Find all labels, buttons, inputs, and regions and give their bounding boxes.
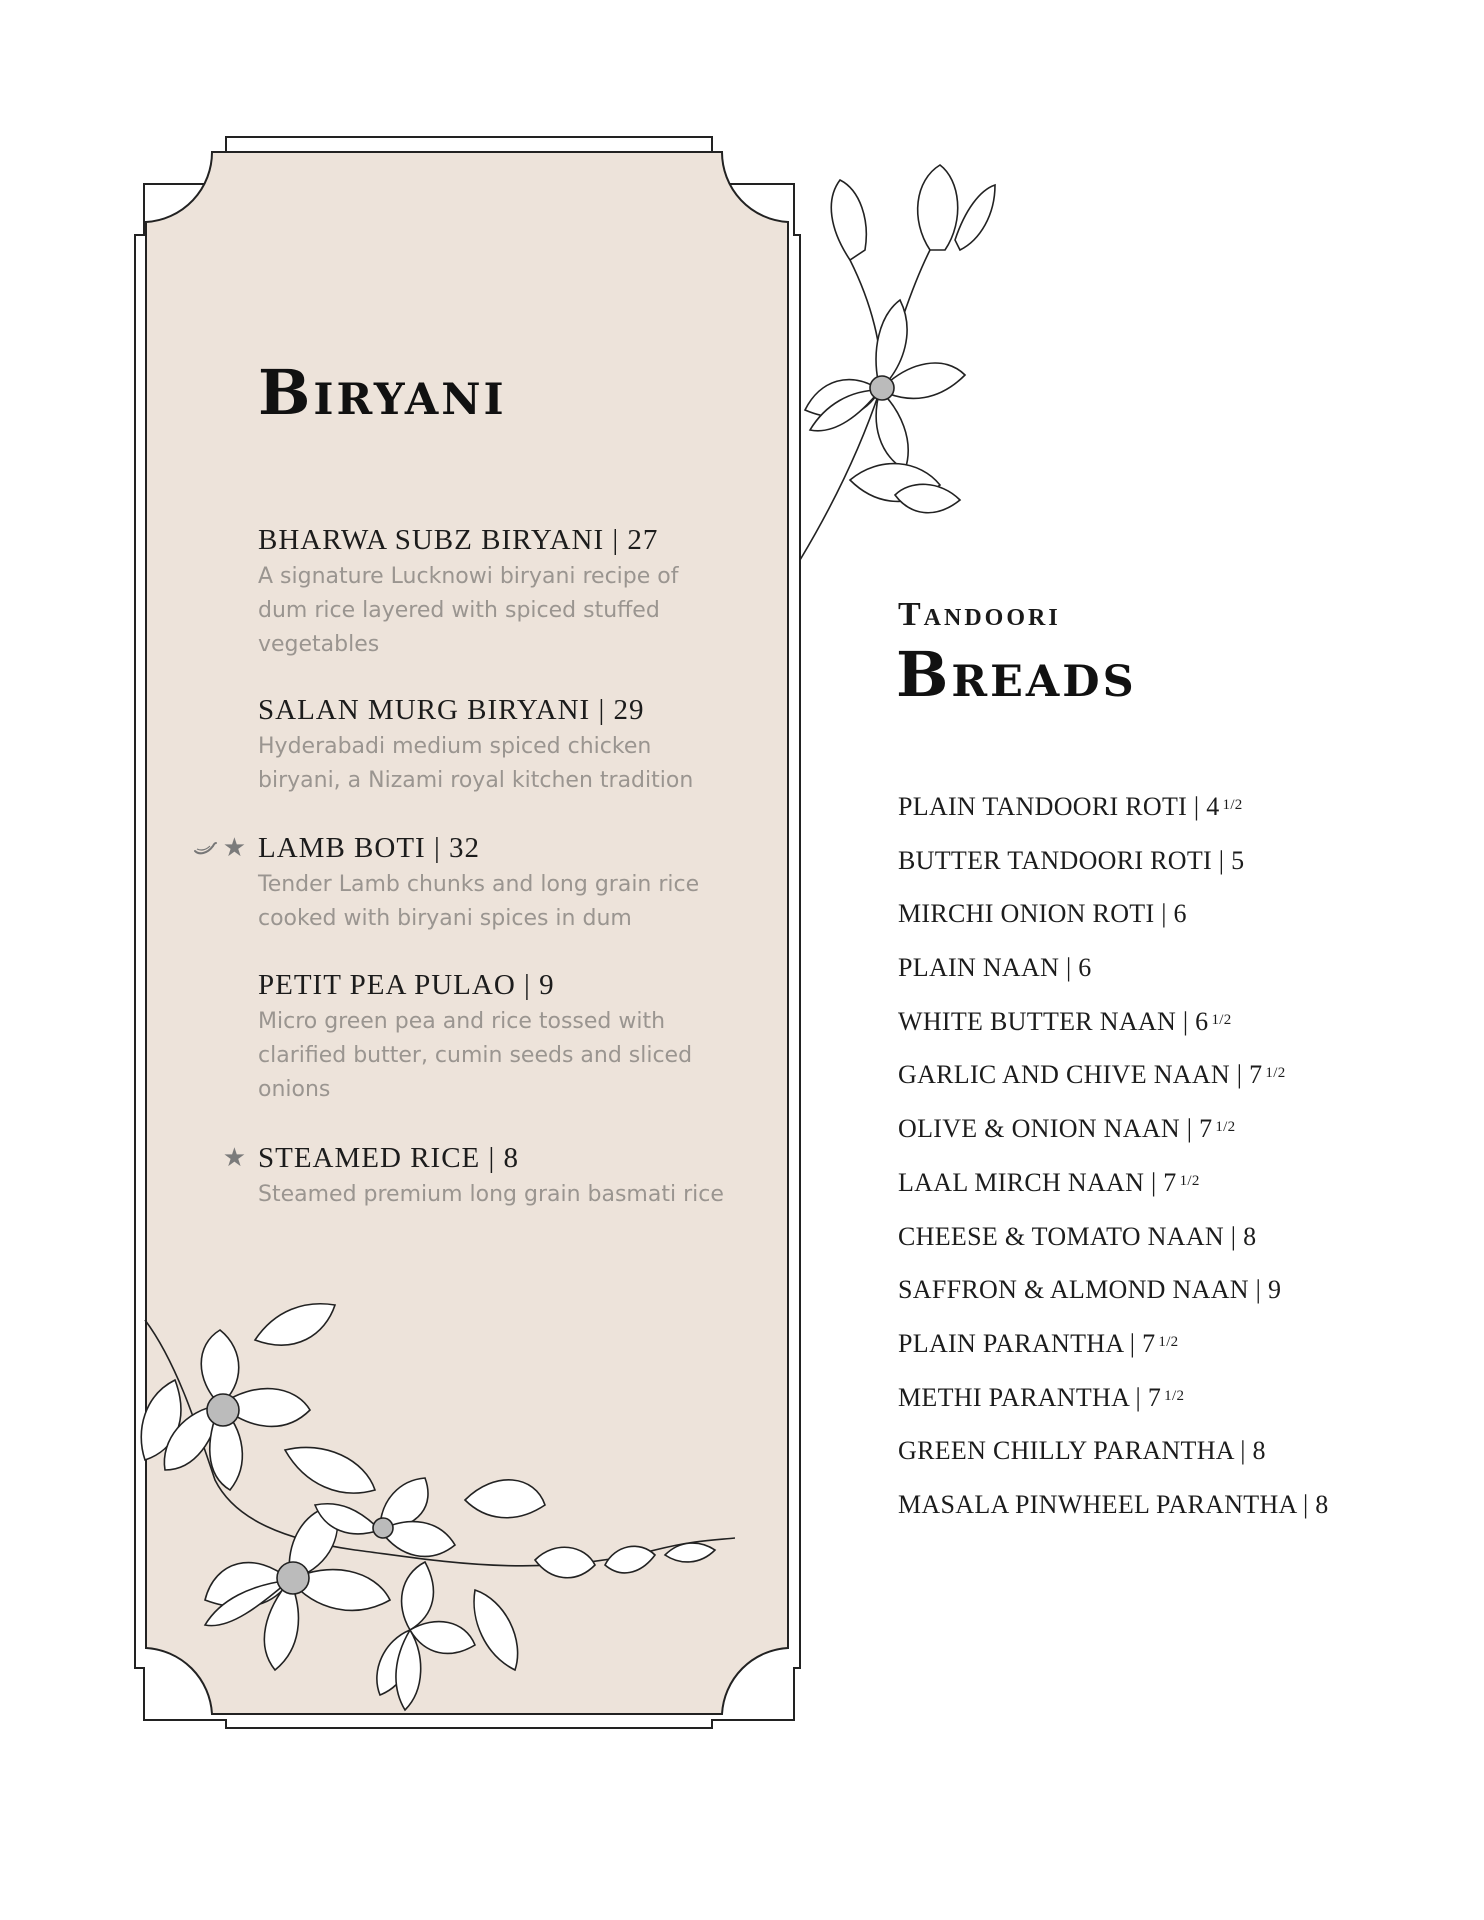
chili-icon xyxy=(193,840,217,856)
bread-item-name: WHITE BUTTER NAAN | 6 xyxy=(898,1006,1209,1036)
biryani-item-name: BHARWA SUBZ BIRYANI | 27 xyxy=(258,524,659,556)
bread-item-list xyxy=(898,792,1329,1544)
star-icon: ★ xyxy=(222,1143,246,1173)
bread-item xyxy=(898,1490,1329,1544)
biryani-item-name: LAMB BOTI | 32 xyxy=(258,832,480,864)
bread-item-name: OLIVE & ONION NAAN | 7 xyxy=(898,1114,1213,1144)
biryani-item-description: Micro green pea and rice tossed with clarified butter, cumin seeds and sliced onions xyxy=(258,1009,693,1102)
item-markers xyxy=(193,834,246,862)
biryani-item xyxy=(222,1140,728,1212)
bread-item-name: BUTTER TANDOORI ROTI | 5 xyxy=(898,845,1245,875)
bread-item xyxy=(898,1114,1329,1168)
bread-item-name: LAAL MIRCH NAAN | 7 xyxy=(898,1167,1177,1197)
biryani-item-description: Tender Lamb chunks and long grain rice cooked with biryani spices in dum xyxy=(258,872,700,931)
bread-item xyxy=(898,1168,1329,1222)
biryani-item-name: PETIT PEA PULAO | 9 xyxy=(258,969,555,1001)
bread-item-name: CHEESE & TOMATO NAAN | 8 xyxy=(898,1221,1257,1251)
bread-item-fraction: 1/2 xyxy=(1215,1119,1236,1136)
biryani-section-title: Biryani xyxy=(258,356,507,429)
bread-item xyxy=(898,1222,1329,1276)
bread-item xyxy=(898,1275,1329,1329)
biryani-item xyxy=(258,967,728,1107)
bread-item xyxy=(898,899,1329,953)
bread-item-name: METHI PARANTHA | 7 xyxy=(898,1382,1162,1412)
bread-item xyxy=(898,1007,1329,1061)
bread-item-name: MASALA PINWHEEL PARANTHA | 8 xyxy=(898,1489,1329,1519)
bread-item xyxy=(898,792,1329,846)
star-icon: ★ xyxy=(222,833,246,863)
bread-item-name: PLAIN PARANTHA | 7 xyxy=(898,1328,1156,1358)
bread-item xyxy=(898,1383,1329,1437)
bread-item-name: SAFFRON & ALMOND NAAN | 9 xyxy=(898,1275,1282,1305)
magnolia-cluster-illustration xyxy=(135,1300,735,1730)
bread-item-fraction: 1/2 xyxy=(1222,797,1243,813)
bread-item-name: PLAIN NAAN | 6 xyxy=(898,953,1092,983)
bread-item-fraction: 1/2 xyxy=(1211,1011,1232,1028)
biryani-item xyxy=(258,692,728,798)
bread-item xyxy=(898,1329,1329,1383)
biryani-item-name: SALAN MURG BIRYANI | 29 xyxy=(258,694,645,726)
bread-item-name: PLAIN TANDOORI ROTI | 4 xyxy=(898,792,1220,821)
biryani-item-name: STEAMED RICE | 8 xyxy=(258,1142,520,1174)
item-markers xyxy=(223,1144,246,1172)
bread-item xyxy=(898,846,1329,900)
biryani-item xyxy=(222,830,728,936)
bread-item xyxy=(898,1060,1329,1114)
bread-item xyxy=(898,953,1329,1007)
bread-item-fraction: 1/2 xyxy=(1158,1333,1179,1350)
bread-item-name: GREEN CHILLY PARANTHA | 8 xyxy=(898,1436,1266,1466)
bread-item-name: GARLIC AND CHIVE NAAN | 7 xyxy=(898,1060,1263,1090)
bread-item xyxy=(898,1436,1329,1490)
bread-item-fraction: 1/2 xyxy=(1164,1387,1185,1404)
magnolia-branch-illustration xyxy=(790,150,1010,570)
breads-section-kicker: Tandoori xyxy=(898,596,1061,633)
bread-item-name: MIRCHI ONION ROTI | 6 xyxy=(898,899,1187,929)
biryani-item-description: A signature Lucknowi biryani recipe of dum rice layered with spiced stuffed vegetables xyxy=(258,564,679,657)
biryani-item xyxy=(258,522,728,662)
bread-item-fraction: 1/2 xyxy=(1179,1172,1200,1189)
bread-item-fraction: 1/2 xyxy=(1265,1065,1286,1082)
biryani-item-description: Hyderabadi medium spiced chicken biryani, a Nizami royal kitchen tradition xyxy=(258,734,694,793)
biryani-item-description: Steamed premium long grain basmati rice xyxy=(258,1182,724,1207)
breads-section-title: Breads xyxy=(896,638,1137,711)
